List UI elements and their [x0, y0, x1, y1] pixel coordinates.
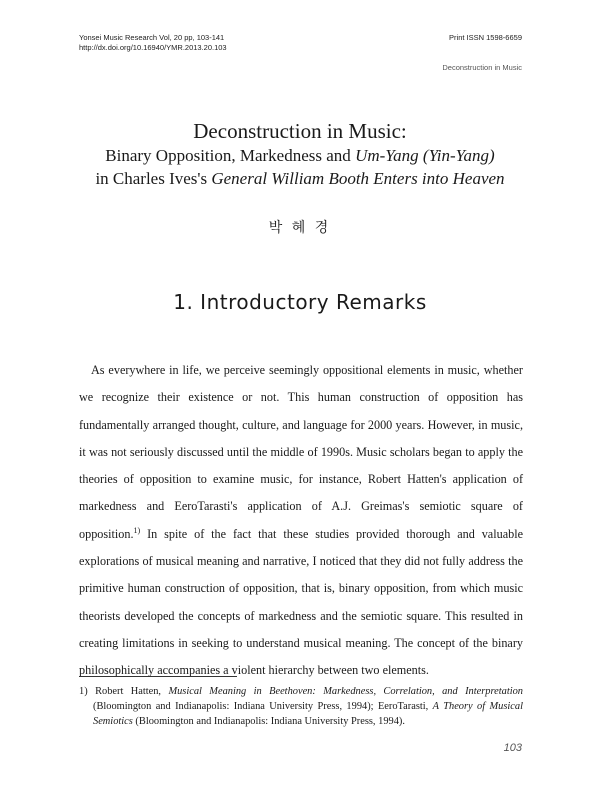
body-paragraph: As everywhere in life, we perceive seemingly oppositional elements in music, whether we recognize their existence or not. This human construction of opposition has fundamentally arranged thought, culture, and language for 2000 years. However, in music, it was not seriously discussed until the middle of 1990s. Music scholars began to apply the theories of opposition to examine music, for instance, Robert Hatten's application of markedness and EeroTarasti's application of A.J. Greimas's semiotic square of opposition.$^{1)}$ In spite of the fact that these studies provided thorough and valuable explorations of musical meaning and narrative, I noticed that they did not fully address the primitive human construction of opposition, that is, binary opposition, from which music theorists developed the concepts of markedness and the semiotic square. This resulted in creating limitations in seeking to understand musical meaning. The concept of the binary philosophically accompanies a violent hierarchy between two elements.	[79, 363, 523, 678]
footnote-divider	[79, 676, 237, 677]
title-main: Deconstruction in Music:	[193, 119, 407, 143]
doi-link[interactable]: http://dx.doi.org/10.16940/YMR.2013.20.103	[79, 43, 227, 52]
page-number: 103	[503, 742, 522, 754]
title-subtitle-line-2: in Charles Ives's General William Booth Enters into Heaven	[95, 169, 505, 188]
issn-label: Print ISSN 1598-6659	[449, 33, 522, 42]
title-subtitle-line-1: Binary Opposition, Markedness and Um-Yang (Yin-Yang)	[105, 146, 495, 165]
footnote: 1) Robert Hatten, Musical Meaning in Beethoven: Markedness, Correlation, and Interpretation (Bloomington and Indianapolis: Indiana University Press, 1994); EeroTarasti, A Theory of Musical Semiotics (Bloomington and Indianapolis: Indiana University Press, 1994).	[79, 686, 523, 727]
journal-citation: Yonsei Music Research Vol, 20 pp, 103-141	[79, 33, 225, 42]
footnote-reference[interactable]: 1)	[133, 525, 141, 535]
journal-header	[79, 33, 227, 53]
author-name: 박 혜 경	[268, 221, 332, 236]
article-title	[0, 118, 600, 190]
running-title: Deconstruction in Music	[442, 63, 522, 72]
section-heading: 1. Introductory Remarks	[173, 290, 427, 314]
